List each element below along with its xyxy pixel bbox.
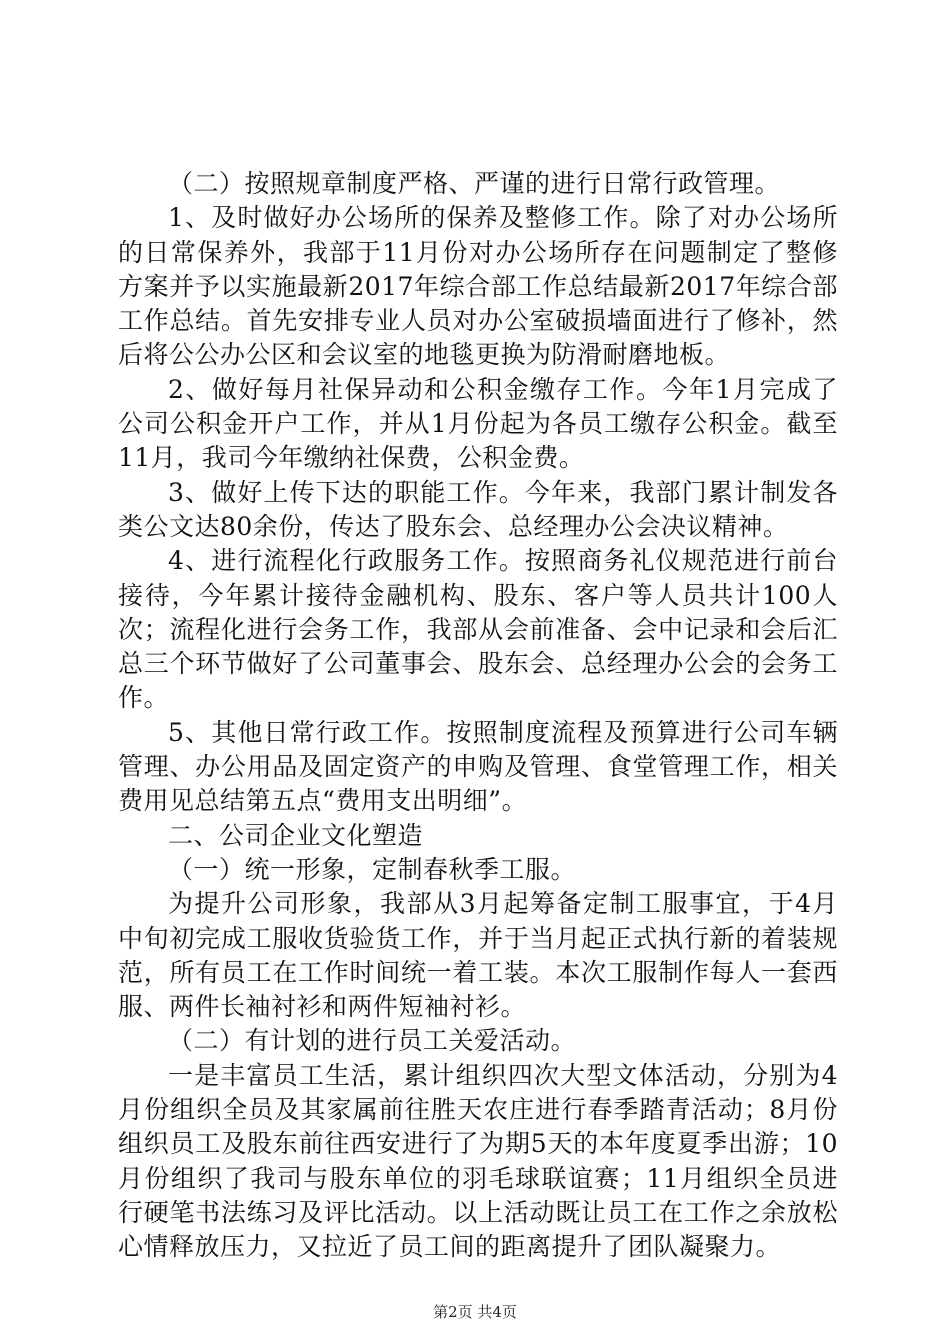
paragraph: 1、及时做好办公场所的保养及整修工作。除了对办公场所的日常保养外，我部于11月份对办公场所存在问题制定了整修方案并予以实施最新2017年综合部工作总结最新2017年综合部工作总结。首先安排专业人员对办公室破损墙面进行了修补，然后将公公办公区和会议室的地毯更换为防滑耐磨地板。 — [118, 203, 838, 370]
paragraph: 3、做好上传下达的职能工作。今年来，我部门累计制发各类公文达80余份，传达了股东会、总经理办公会决议精神。 — [118, 477, 838, 541]
paragraph: （二）按照规章制度严格、严谨的进行日常行政管理。 — [168, 169, 781, 198]
subsection-heading: （一）统一形象，定制春秋季工服。 — [168, 854, 577, 884]
document-body — [118, 167, 838, 1265]
paragraph: 一是丰富员工生活，累计组织四次大型文体活动，分别为4月份组织全员及其家属前往胜天农庄进行春季踏青活动；8月份组织员工及股东前往西安进行了为期5天的本年度夏季出游；10月份组织了我司与股东单位的羽毛球联谊赛；11月组织全员进行硬笔书法练习及评比活动。以上活动既让员工在工作之余放松心情释放压力，又拉近了员工间的距离提升了团队凝聚力。 — [118, 1060, 838, 1262]
paragraph: 4、进行流程化行政服务工作。按照商务礼仪规范进行前台接待，今年累计接待金融机构、股东、客户等人员共计100人次；流程化进行会务工作，我部从会前准备、会中记录和会后汇总三个环节做好了公司董事会、股东会、总经理办公会的会务工作。 — [118, 546, 838, 713]
paragraph: 2、做好每月社保异动和公积金缴存工作。今年1月完成了公司公积金开户工作，并从1月份起为各员工缴存公积金。截至11月，我司今年缴纳社保费，公积金费。 — [118, 374, 838, 473]
section-heading: 二、公司企业文化塑造 — [168, 820, 424, 850]
paragraph: 5、其他日常行政工作。按照制度流程及预算进行公司车辆管理、办公用品及固定资产的申购及管理、食堂管理工作，相关费用见总结第五点“费用支出明细”。 — [118, 717, 838, 816]
paragraph: 为提升公司形象，我部从3月起筹备定制工服事宜，于4月中旬初完成工服收货验货工作，并于当月起正式执行新的着装规范，所有员工在工作时间统一着工装。本次工服制作每人一套西服、两件长袖衬衫和两件短袖衬衫。 — [118, 889, 838, 1022]
page-number-footer: 第2页 共4页 — [433, 1303, 517, 1321]
subsection-heading: （二）有计划的进行员工关爱活动。 — [168, 1026, 577, 1056]
